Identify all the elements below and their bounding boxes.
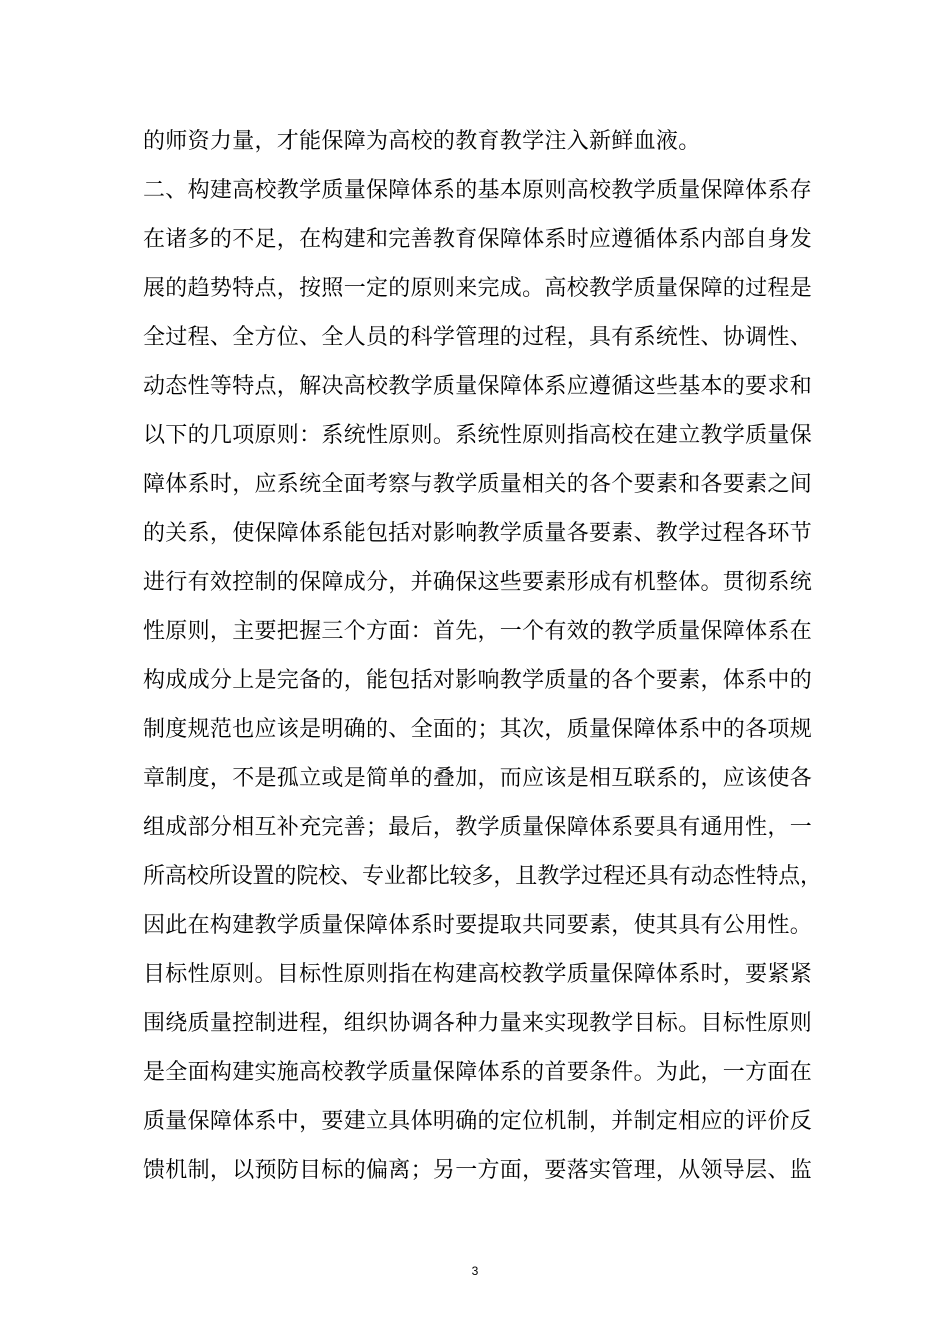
text-line: 围绕质量控制进程，组织协调各种力量来实现教学目标。目标性原则 xyxy=(143,1011,813,1036)
text-line: 的关系，使保障体系能包括对影响教学质量各要素、教学过程各环节 xyxy=(143,521,813,546)
body-text xyxy=(143,124,823,1202)
text-line: 动态性等特点，解决高校教学质量保障体系应遵循这些基本的要求和 xyxy=(143,374,813,399)
text-line: 章制度，不是孤立或是简单的叠加，而应该是相互联系的，应该使各 xyxy=(143,766,813,791)
text-line: 的师资力量，才能保障为高校的教育教学注入新鲜血液。 xyxy=(143,129,701,154)
text-line: 所高校所设置的院校、专业都比较多，且教学过程还具有动态性特点， xyxy=(143,864,822,889)
text-line: 制度规范也应该是明确的、全面的；其次，质量保障体系中的各项规 xyxy=(143,717,813,742)
text-line: 以下的几项原则：系统性原则。系统性原则指高校在建立教学质量保 xyxy=(143,423,813,448)
text-line: 性原则，主要把握三个方面：首先，一个有效的教学质量保障体系在 xyxy=(143,619,813,644)
text-line: 质量保障体系中，要建立具体明确的定位机制，并制定相应的评价反 xyxy=(143,1109,813,1134)
text-line: 是全面构建实施高校教学质量保障体系的首要条件。为此，一方面在 xyxy=(143,1060,813,1085)
text-line: 二、构建高校教学质量保障体系的基本原则高校教学质量保障体系存 xyxy=(143,178,813,203)
text-line: 在诸多的不足，在构建和完善教育保障体系时应遵循体系内部自身发 xyxy=(143,227,813,252)
text-line: 进行有效控制的保障成分，并确保这些要素形成有机整体。贯彻系统 xyxy=(143,570,813,595)
text-line: 组成部分相互补充完善；最后，教学质量保障体系要具有通用性，一 xyxy=(143,815,813,840)
page-number: 3 xyxy=(471,1264,479,1278)
text-line: 构成成分上是完备的，能包括对影响教学质量的各个要素，体系中的 xyxy=(143,668,813,693)
text-line: 馈机制，以预防目标的偏离；另一方面，要落实管理，从领导层、监 xyxy=(143,1158,813,1183)
text-line: 全过程、全方位、全人员的科学管理的过程，具有系统性、协调性、 xyxy=(143,325,813,350)
text-line: 障体系时，应系统全面考察与教学质量相关的各个要素和各要素之间 xyxy=(143,472,813,497)
text-line: 目标性原则。目标性原则指在构建高校教学质量保障体系时，要紧紧 xyxy=(143,962,813,987)
text-line: 展的趋势特点，按照一定的原则来完成。高校教学质量保障的过程是 xyxy=(143,276,813,301)
text-line: 因此在构建教学质量保障体系时要提取共同要素，使其具有公用性。 xyxy=(143,913,813,938)
